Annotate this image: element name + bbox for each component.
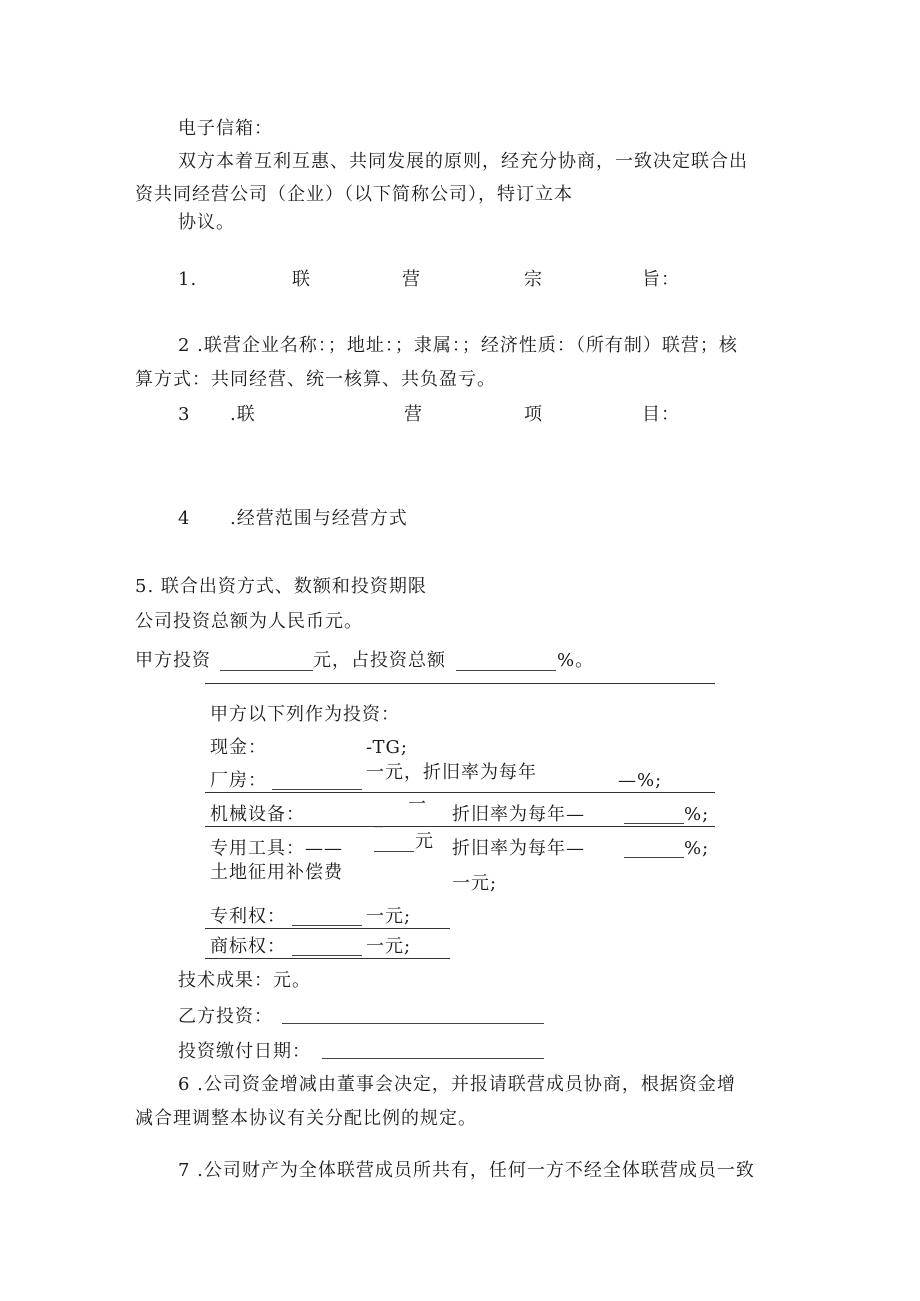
section-2-line-2: 算方式：共同经营、统一核算、共负盈亏。 [135, 369, 496, 390]
tools-amount-blank [374, 851, 414, 852]
section-5-total: 公司投资总额为人民币元。 [135, 611, 363, 632]
land-compensation-yuan: 一元; [452, 873, 498, 894]
trademark-amount-blank [292, 955, 362, 956]
intro-paragraph-line-2: 资共同经营公司（企业）（以下简称公司），特订立本 [135, 184, 573, 205]
tools-yuan: 元 [415, 831, 434, 852]
party-a-share-blank [456, 670, 556, 671]
trademark-yuan: 一元; [366, 936, 412, 957]
tools-rate-blank [624, 857, 684, 858]
trademark-label: 商标权： [210, 936, 286, 957]
section-3-char-1: .联 [230, 404, 256, 425]
section-1-char-2: 营 [402, 269, 421, 290]
section-7-line-1: 7 .公司财产为全体联营成员所共有，任何一方不经全体联营成员一致 [178, 1160, 755, 1181]
section-4-number: 4 [178, 508, 191, 529]
plant-depreciation-label: 一元，折旧率为每年 [366, 762, 537, 783]
intro-paragraph-line-3: 协议。 [178, 212, 235, 233]
party-b-investment-label: 乙方投资： [178, 1006, 273, 1027]
section-6-line-2: 减合理调整本协议有关分配比例的规定。 [135, 1108, 477, 1129]
party-a-amount-blank [220, 670, 313, 671]
intro-paragraph-line-1: 双方本着互利互惠、共同发展的原则，经充分协商，一致决定联合出 [178, 151, 748, 172]
section-5-title: 5. 联合出资方式、数额和投资期限 [135, 576, 427, 597]
section-1-char-3: 宗 [524, 269, 543, 290]
plant-depreciation-percent: —%; [618, 770, 663, 791]
plant-amount-blank [272, 789, 362, 790]
section-3-char-4: 目： [642, 404, 680, 425]
section-3-char-2: 营 [404, 404, 423, 425]
section-2-line-1: 2 .联营企业名称：；地址：；隶属：；经济性质：（所有制）联营；核 [178, 335, 738, 356]
machinery-mark: 一 [408, 794, 427, 815]
party-b-investment-blank [282, 1023, 544, 1024]
section-3-number: 3 [178, 404, 191, 425]
section-4-text: .经营范围与经营方式 [230, 508, 408, 529]
cash-label: 现金： [210, 737, 267, 758]
tools-depreciation-label: 折旧率为每年— [452, 838, 585, 859]
patent-yuan: 一元; [366, 906, 412, 927]
trademark-row-line [205, 958, 450, 959]
party-a-list-title: 甲方以下列作为投资： [210, 704, 400, 725]
section-1-number: 1. [178, 269, 198, 290]
machinery-depreciation-label: 折旧率为每年— [452, 804, 585, 825]
tools-label: 专用工具：—— [210, 838, 343, 859]
patent-label: 专利权： [210, 906, 286, 927]
machinery-label: 机械设备： [210, 804, 305, 825]
payment-date-blank [322, 1058, 544, 1059]
cash-value: -TG; [366, 737, 408, 758]
section-6-line-1: 6 .公司资金增减由董事会决定，并报请联营成员协商，根据资金增 [178, 1074, 736, 1095]
patent-amount-blank [292, 925, 362, 926]
plant-row-line [205, 792, 715, 793]
plant-label: 厂房： [210, 770, 267, 791]
machinery-rate-blank [624, 823, 684, 824]
section-1-char-1: 联 [292, 269, 311, 290]
machinery-percent: %; [684, 804, 710, 825]
machinery-underscore: _ [374, 807, 384, 828]
party-a-percent: %。 [557, 650, 595, 671]
patent-row-line [205, 928, 450, 929]
section-1-char-4: 旨： [642, 269, 680, 290]
divider-line [205, 683, 715, 684]
party-a-share-label: 元，占投资总额 [313, 650, 446, 671]
land-compensation-label: 土地征用补偿费 [210, 862, 343, 883]
tools-percent: %; [684, 838, 710, 859]
payment-date-label: 投资缴付日期： [178, 1041, 311, 1062]
email-label: 电子信箱： [178, 118, 273, 139]
section-3-char-3: 项 [524, 404, 543, 425]
tech-achievement-label: 技术成果：元。 [178, 970, 311, 991]
party-a-investment-label: 甲方投资 [135, 650, 211, 671]
machinery-row-line [205, 826, 715, 827]
